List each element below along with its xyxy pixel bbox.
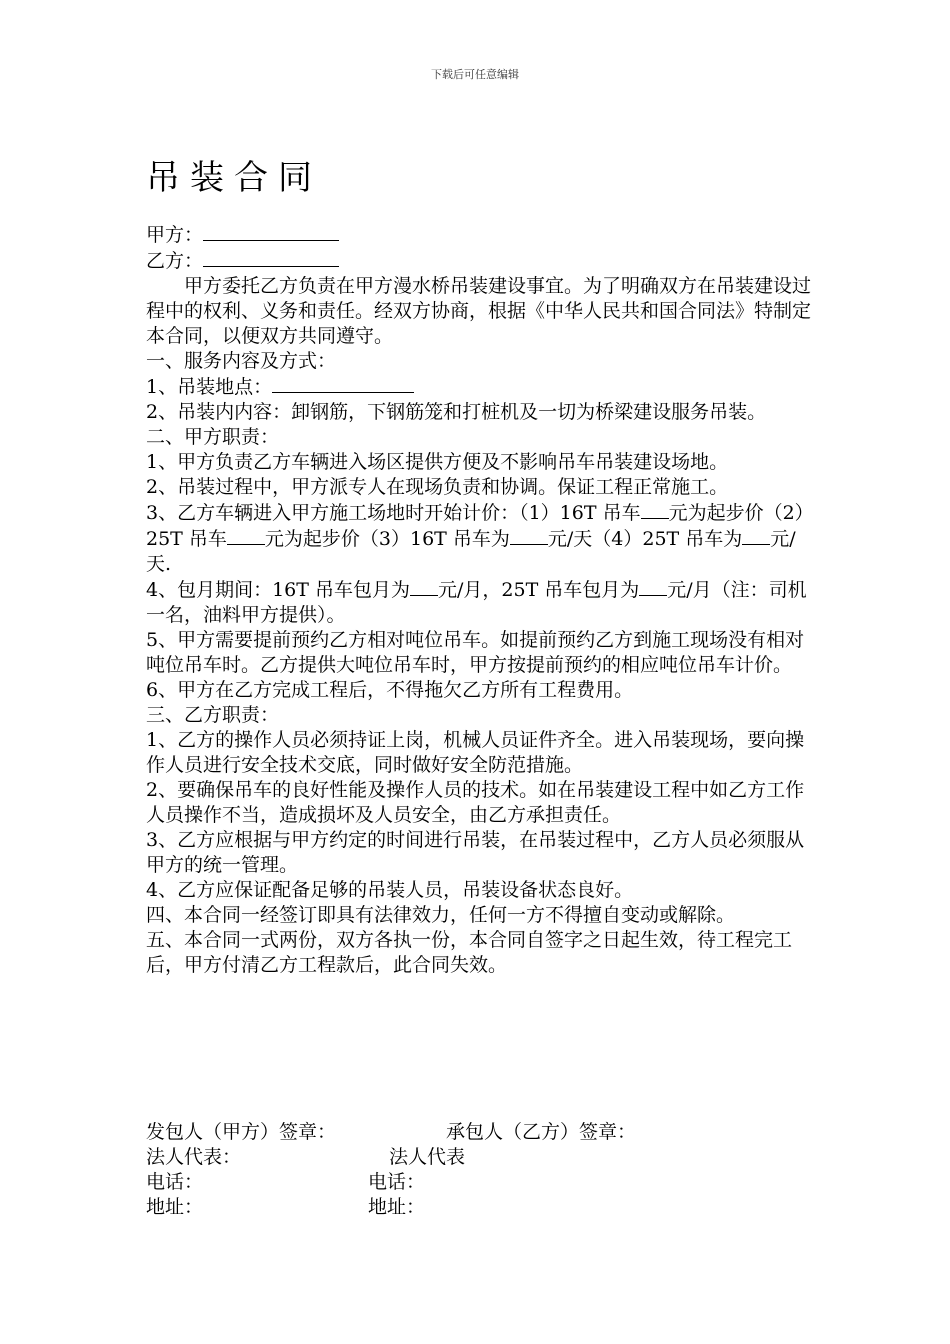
header-note: 下载后可任意编辑 [431,68,519,81]
party-a-signature-label: 发包人（甲方）签章： [146,1121,337,1143]
pricing-text-4: 元/天（4）25T 吊车为 [547,528,743,550]
section-1-item-1 [146,374,816,400]
section-3-item-4: 4、乙方应保证配备足够的吊装人员，吊装设备状态良好。 [146,879,634,901]
party-b-label: 乙方： [146,250,204,272]
party-b-signature-label: 承包人（乙方）签章： [446,1121,637,1143]
section-2-item-6: 6、甲方在乙方完成工程后，不得拖欠乙方所有工程费用。 [146,679,634,701]
party-a-address-label: 地址： [146,1196,204,1218]
signature-block [146,1120,826,1220]
section-1-item-2: 2、吊装内内容：卸钢筋，下钢筋笼和打桩机及一切为桥梁建设服务吊装。 [146,401,767,423]
party-a-line [146,222,816,248]
intro-paragraph: 甲方委托乙方负责在甲方漫水桥吊装建设事宜。为了明确双方在吊装建设过程中的权利、义务和责任。经双方协商，根据《中华人民共和国合同法》特制定本合同，以便双方共同遵守。 [146,275,812,347]
location-label: 1、吊装地点： [146,376,273,398]
party-b-address-label: 地址： [368,1196,426,1218]
representative-row [146,1145,826,1170]
monthly-blank [639,577,667,596]
section-3-item-2: 2、要确保吊车的良好性能及操作人员的技术。如在吊装建设工程中如乙方工作人员操作不当，造成损坏及人员安全，由乙方承担责任。 [146,779,805,826]
section-3-item-1: 1、乙方的操作人员必须持证上岗，机械人员证件齐全。进入吊装现场，要向操作人员进行安全技术交底，同时做好安全防范措施。 [146,729,805,776]
contract-body [146,222,816,978]
phone-row [146,1170,826,1195]
party-b-representative-label: 法人代表 [389,1146,466,1168]
section-2-item-4 [146,577,816,628]
section-1-heading: 一、服务内容及方式： [146,350,337,372]
party-a-phone-label: 电话： [146,1171,204,1193]
party-a-blank [203,222,339,241]
section-5: 五、本合同一式两份，双方各执一份，本合同自签字之日起生效，待工程完工后，甲方付清乙方工程款后，此合同失效。 [146,929,793,976]
signature-row [146,1120,826,1145]
price-blank [742,526,770,545]
section-3-heading: 三、乙方职责： [146,704,280,726]
section-2-heading: 二、甲方职责： [146,426,280,448]
party-a-label: 甲方： [146,224,204,246]
section-3-item-3: 3、乙方应根据与甲方约定的时间进行吊装，在吊装过程中，乙方人员必须服从甲方的统一管理。 [146,829,805,876]
monthly-blank [410,577,438,596]
party-b-phone-label: 电话： [368,1171,426,1193]
party-b-blank [203,248,339,267]
pricing-text-2: 元为起步价（2）25T 吊车 [146,502,814,550]
party-a-representative-label: 法人代表： [146,1146,242,1168]
pricing-text-5: 元/天. [146,528,796,575]
section-2-item-1: 1、甲方负责乙方车辆进入场区提供方便及不影响吊车吊装建设场地。 [146,451,729,473]
address-row [146,1195,826,1220]
section-2-item-3 [146,500,816,577]
price-blank [641,500,669,519]
pricing-text-3: 元为起步价（3）16T 吊车为 [264,528,510,550]
pricing-text-1: 3、乙方车辆进入甲方施工场地时开始计价：（1）16T 吊车 [146,502,641,524]
location-blank [272,374,414,393]
party-b-line [146,248,816,274]
monthly-text-3: 元/月（注：司机一名，油料甲方提供）。 [146,579,807,626]
price-blank [510,526,548,545]
document-title: 吊装合同 [146,158,322,198]
section-2-item-5: 5、甲方需要提前预约乙方相对吨位吊车。如提前预约乙方到施工现场没有相对吨位吊车时。乙方提供大吨位吊车时，甲方按提前预约的相应吨位吊车计价。 [146,629,805,676]
section-4: 四、本合同一经签订即具有法律效力，任何一方不得擅自变动或解除。 [146,904,736,926]
monthly-text-2: 元/月，25T 吊车包月为 [437,579,640,601]
section-2-item-2: 2、吊装过程中，甲方派专人在现场负责和协调。保证工程正常施工。 [146,476,729,498]
price-blank [227,526,265,545]
monthly-text-1: 4、包月期间：16T 吊车包月为 [146,579,410,601]
